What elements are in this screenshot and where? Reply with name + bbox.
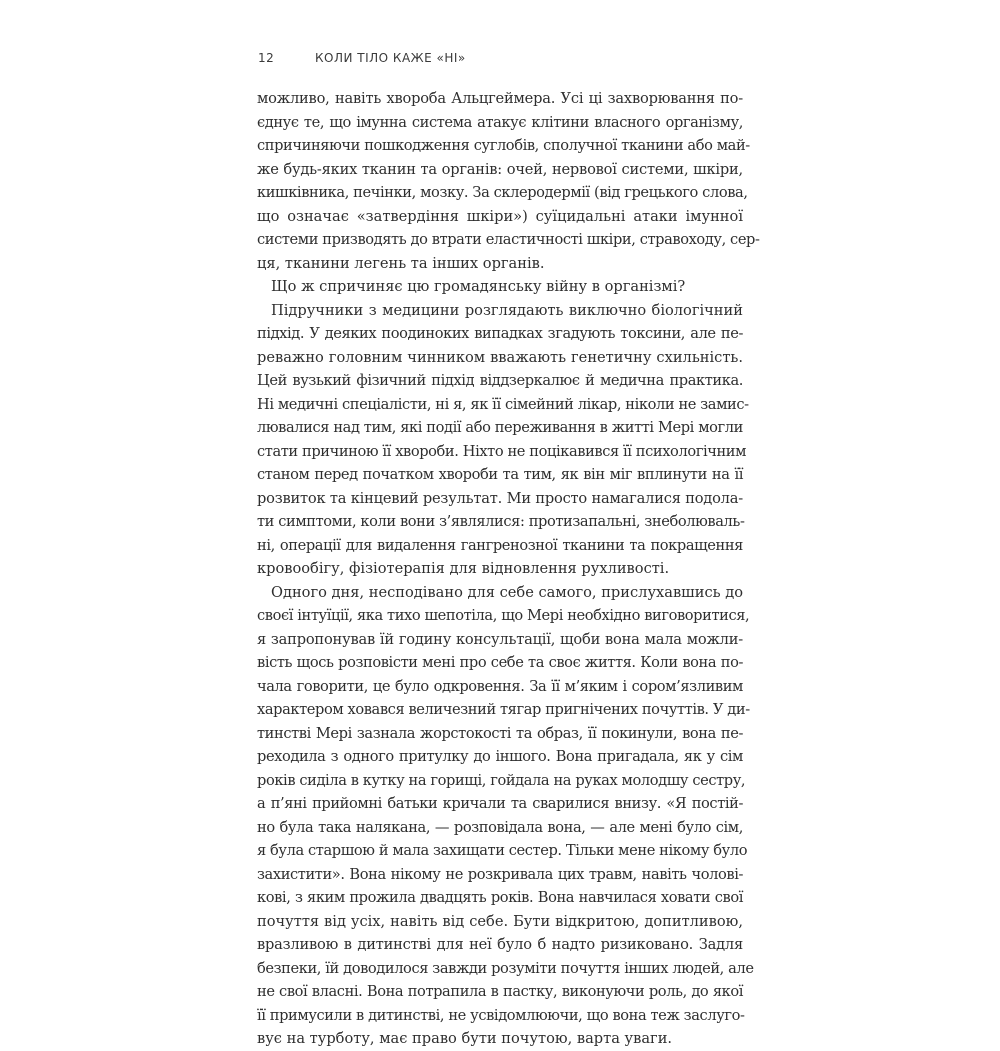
text-line: Одного дня, несподівано для себе самого, прислухавшись до (271, 583, 743, 601)
text-line: стати причиною її хвороби. Ніхто не поцікавився її психологічним (257, 442, 747, 460)
text-line: кровообігу, фізіотерапія для відновлення рухливості. (257, 560, 670, 577)
text-line: Підручники з медицини розглядають виключно біологічний (271, 301, 743, 319)
text-line: же будь-яких тканин та органів: очей, нервової системи, шкіри, (257, 160, 743, 178)
text-line: лювалися над тим, які події або переживання в житті Мері могли (257, 419, 743, 436)
text-line: ця, тканини легень та інших органів. (257, 254, 545, 272)
text-line: кишківника, печінки, мозку. За склеродермії (від грецького слова, (257, 184, 748, 201)
text-line: чала говорити, це було одкровення. За її м’яким і сором’язливим (257, 677, 743, 695)
text-line: захистити». Вона нікому не розкривала цих травм, навіть чолові- (257, 865, 743, 883)
text-line: станом перед початком хвороби та тим, як він міг вплинути на її (257, 466, 743, 483)
text-line: реходила з одного притулку до іншого. Вона пригадала, як у сім (257, 748, 743, 765)
text-line: що означає «затвердіння шкіри») суїцидальні атаки імунної (257, 207, 743, 225)
text-line: вість щось розповісти мені про себе та своє життя. Коли вона по- (257, 654, 743, 671)
text-line: почуття від усіх, навіть від себе. Бути відкритою, допитливою, (257, 912, 743, 930)
text-line: можливо, навіть хвороба Альцгеймера. Усі ці захворювання по- (257, 90, 743, 107)
text-line: своєї інтуїції, яка тихо шепотіла, що Мері необхідно виговоритися, (257, 607, 750, 624)
text-line: системи призводять до втрати еластичності шкіри, стравоходу, сер- (257, 231, 760, 248)
text-line: я була старшою й мала захищати сестер. Тільки мене нікому було (257, 842, 748, 859)
text-line: єднує те, що імунна система атакує клітини власного організму, (257, 113, 743, 131)
text-line: Що ж спричиняє цю громадянську війну в організмі? (271, 278, 686, 295)
text-line: підхід. У деяких поодиноких випадках згадують токсини, але пе- (257, 325, 743, 342)
text-line: тинстві Мері зазнала жорстокості та образ, її покинули, вона пе- (257, 724, 743, 742)
body-text (257, 87, 760, 1051)
text-line: но була така налякана, — розповідала вона, — але мені було сім, (257, 818, 743, 836)
text-line: спричиняючи пошкодження суглобів, сполучної тканини або май- (257, 137, 750, 154)
text-line: вразливою в дитинстві для неї було б надто ризиковано. Задля (257, 936, 743, 953)
text-line: кові, з яким прожила двадцять років. Вона навчилася ховати свої (257, 889, 743, 906)
text-line: ні, операції для видалення гангренозної тканини та покращення (257, 536, 743, 554)
text-line: характером ховався величезний тягар пригнічених почуттів. У ди- (257, 701, 750, 718)
page-number: 12 (258, 51, 275, 65)
text-line: ти симптоми, коли вони з’являлися: протизапальні, знеболюваль- (257, 513, 745, 530)
running-head (258, 51, 758, 71)
book-title: КОЛИ ТІЛО КАЖЕ «НІ» (315, 51, 466, 65)
text-line: Ні медичні спеціалісти, ні я, як її сімейний лікар, ніколи не замис- (257, 395, 749, 413)
text-line: розвиток та кінцевий результат. Ми просто намагалися подола- (257, 489, 743, 507)
text-line: не свої власні. Вона потрапила в пастку, виконуючи роль, до якої (257, 983, 743, 1000)
text-line: безпеки, їй доводилося завжди розуміти почуття інших людей, але (257, 959, 754, 977)
text-line: Цей вузький фізичний підхід віддзеркалює й медична практика. (257, 372, 743, 389)
text-line: я запропонував їй годину консультації, щоби вона мала можли- (257, 630, 743, 648)
text-line: її примусили в дитинстві, не усвідомлюючи, що вона теж заслуго- (257, 1006, 745, 1024)
text-line: років сиділа в кутку на горищі, гойдала на руках молодшу сестру, (257, 771, 746, 789)
text-line: реважно головним чинником вважають генетичну схильність. (257, 348, 743, 366)
text-line: вує на турботу, має право бути почутою, варта уваги. (257, 1030, 673, 1047)
text-line: а п’яні прийомні батьки кричали та сварилися внизу. «Я постій- (257, 795, 743, 812)
